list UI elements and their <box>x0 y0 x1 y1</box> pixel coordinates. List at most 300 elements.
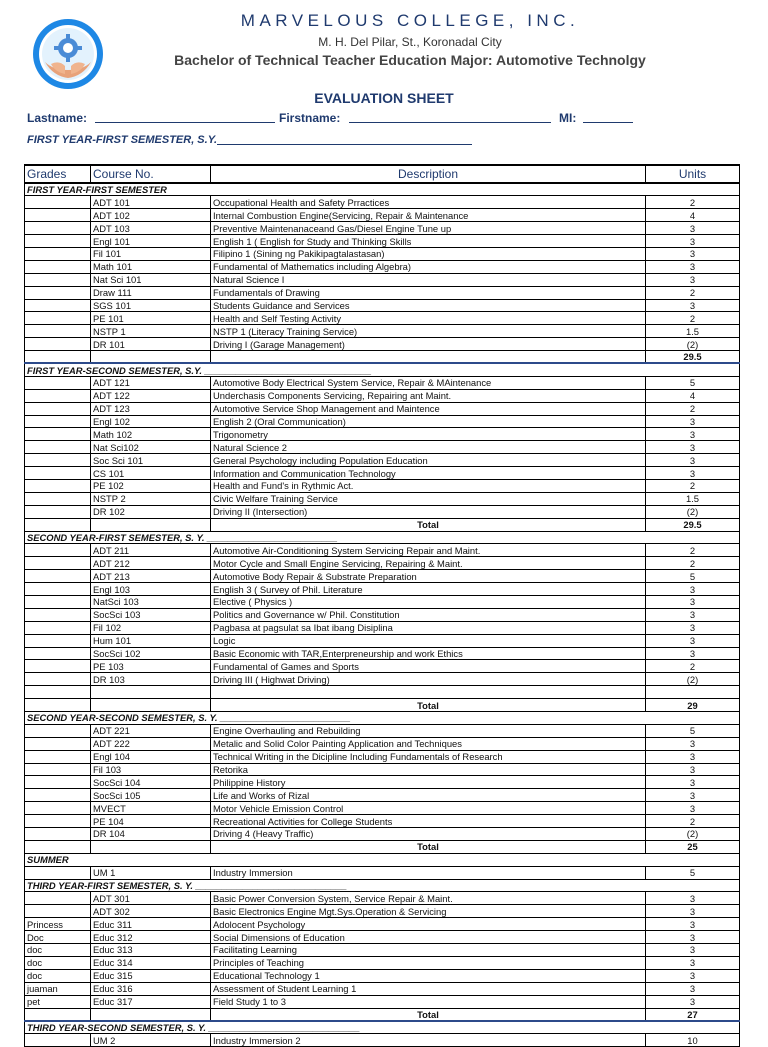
course-row <box>25 570 740 583</box>
units-cell: 2 <box>646 544 740 557</box>
course-row <box>25 828 740 841</box>
course-row <box>25 815 740 828</box>
course-row <box>25 376 740 389</box>
units-cell: 3 <box>646 763 740 776</box>
grade-cell[interactable] <box>25 673 91 686</box>
section-heading-row <box>25 712 740 725</box>
grade-cell[interactable] <box>25 492 91 505</box>
grade-cell[interactable] <box>25 376 91 389</box>
course-no-cell: UM 1 <box>91 866 211 879</box>
description-cell: Technical Writing in the Dicipline Including Fundamentals of Research <box>211 750 646 763</box>
course-no-cell: NSTP 1 <box>91 325 211 338</box>
grade-cell[interactable] <box>25 454 91 467</box>
total-row <box>25 840 740 853</box>
description-cell: Preventive Maintenanaceand Gas/Diesel Engine Tune up <box>211 222 646 235</box>
grade-cell[interactable] <box>25 479 91 492</box>
course-row <box>25 660 740 673</box>
units-cell: 3 <box>646 608 740 621</box>
description-cell: Information and Communication Technology <box>211 467 646 480</box>
course-no-cell: SocSci 104 <box>91 776 211 789</box>
section-heading: SECOND YEAR-SECOND SEMESTER, S. Y. _________________________ <box>25 712 646 725</box>
grade-cell[interactable] <box>25 441 91 454</box>
sheet-title: EVALUATION SHEET <box>314 90 454 106</box>
description-cell: Assessment of Student Learning 1 <box>211 982 646 995</box>
course-no-cell: NatSci 103 <box>91 596 211 609</box>
units-cell: 3 <box>646 467 740 480</box>
grade-cell[interactable] <box>25 583 91 596</box>
grade-cell[interactable] <box>25 518 91 531</box>
course-no-cell: ADT 301 <box>91 892 211 905</box>
description-cell: Automotive Body Repair & Substrate Preparation <box>211 570 646 583</box>
units-cell: 3 <box>646 273 740 286</box>
grade-cell[interactable] <box>25 260 91 273</box>
grade-cell[interactable] <box>25 222 91 235</box>
course-row <box>25 724 740 737</box>
lastname-field[interactable] <box>95 111 275 123</box>
course-no-cell: SocSci 105 <box>91 789 211 802</box>
total-units: 25 <box>646 840 740 853</box>
description-cell: English 2 (Oral Communication) <box>211 415 646 428</box>
description-cell: Civic Welfare Training Service <box>211 492 646 505</box>
course-row <box>25 918 740 931</box>
course-no-cell: ADT 121 <box>91 376 211 389</box>
lastname-label: Lastname: <box>27 111 88 125</box>
grade-cell[interactable] <box>25 247 91 260</box>
course-row <box>25 467 740 480</box>
grade-cell[interactable] <box>25 428 91 441</box>
description-cell: Occupational Health and Safety Prractices <box>211 196 646 209</box>
grade-cell[interactable] <box>25 338 91 351</box>
course-no-cell: SGS 101 <box>91 299 211 312</box>
description-cell: Automotive Body Electrical System Service, Repair & MAintenance <box>211 376 646 389</box>
course-row <box>25 299 740 312</box>
grade-cell[interactable] <box>25 699 91 712</box>
firstname-field[interactable] <box>349 111 551 123</box>
course-no-cell: NSTP 2 <box>91 492 211 505</box>
section-heading-row <box>25 363 740 376</box>
course-no-cell: Educ 313 <box>91 944 211 957</box>
grade-cell[interactable] <box>25 389 91 402</box>
description-cell: Internal Combustion Engine(Servicing, Repair & Maintenance <box>211 209 646 222</box>
college-seal-hands-icon <box>31 18 105 90</box>
college-name: MARVELOUS COLLEGE, INC. <box>240 11 580 30</box>
section-heading: FIRST YEAR-FIRST SEMESTER <box>25 183 646 196</box>
section-heading: SUMMER <box>25 853 646 866</box>
description-cell: Retorika <box>211 763 646 776</box>
column-header: Grades <box>25 165 91 183</box>
grade-cell[interactable] <box>25 596 91 609</box>
course-no-cell: Educ 312 <box>91 931 211 944</box>
course-cell <box>91 351 211 364</box>
course-row <box>25 931 740 944</box>
course-row <box>25 596 740 609</box>
grade-cell[interactable]: doc <box>25 956 91 969</box>
mi-label: MI: <box>559 111 577 125</box>
total-units: 29.5 <box>646 351 740 364</box>
description-cell: Driving 4 (Heavy Traffic) <box>211 828 646 841</box>
grade-cell[interactable] <box>25 750 91 763</box>
section-heading-row <box>25 183 740 196</box>
section-heading-row <box>25 879 740 892</box>
course-no-cell: Nat Sci 101 <box>91 273 211 286</box>
course-no-cell: Engl 103 <box>91 583 211 596</box>
section-heading-row <box>25 853 740 866</box>
total-row <box>25 699 740 712</box>
course-no-cell: Draw 111 <box>91 286 211 299</box>
course-row <box>25 235 740 248</box>
course-row <box>25 557 740 570</box>
units-cell: (2) <box>646 828 740 841</box>
course-row <box>25 441 740 454</box>
grade-cell[interactable] <box>25 1008 91 1021</box>
course-row <box>25 338 740 351</box>
grade-cell[interactable] <box>25 789 91 802</box>
units-cell: 3 <box>646 931 740 944</box>
description-cell: Natural Science I <box>211 273 646 286</box>
description-cell: Basic Economic with TAR,Enterpreneurship and work Ethics <box>211 647 646 660</box>
course-row <box>25 905 740 918</box>
units-cell: 3 <box>646 982 740 995</box>
course-no-cell: ADT 102 <box>91 209 211 222</box>
total-units: 29 <box>646 699 740 712</box>
course-row <box>25 505 740 518</box>
description-cell: Industry Immersion <box>211 866 646 879</box>
description-cell: Principles of Teaching <box>211 956 646 969</box>
description-cell: Trigonometry <box>211 428 646 441</box>
course-no-cell: Educ 316 <box>91 982 211 995</box>
course-no-cell: Fil 102 <box>91 621 211 634</box>
course-row <box>25 273 740 286</box>
description-cell: General Psychology including Population Education <box>211 454 646 467</box>
units-cell: 3 <box>646 247 740 260</box>
units-cell: 2 <box>646 660 740 673</box>
course-row <box>25 454 740 467</box>
grade-cell[interactable]: pet <box>25 995 91 1008</box>
course-row <box>25 544 740 557</box>
total-row <box>25 518 740 531</box>
section-heading: THIRD YEAR-SECOND SEMESTER, S. Y. _____________________________ <box>25 1021 646 1034</box>
grade-cell[interactable] <box>25 621 91 634</box>
course-no-cell: SocSci 103 <box>91 608 211 621</box>
units-cell: 5 <box>646 376 740 389</box>
grade-cell[interactable] <box>25 840 91 853</box>
total-label: Total <box>211 518 646 531</box>
grade-cell[interactable] <box>25 544 91 557</box>
total-row <box>25 1008 740 1021</box>
units-cell: 2 <box>646 312 740 325</box>
blank-cell <box>211 686 646 699</box>
section-heading-row <box>25 531 740 544</box>
description-cell: Social Dimensions of Education <box>211 931 646 944</box>
course-cell <box>91 699 211 712</box>
course-no-cell: DR 104 <box>91 828 211 841</box>
course-no-cell: Nat Sci102 <box>91 441 211 454</box>
course-no-cell: Fil 103 <box>91 763 211 776</box>
course-no-cell: PE 101 <box>91 312 211 325</box>
units-cell: 3 <box>646 415 740 428</box>
course-no-cell: Soc Sci 101 <box>91 454 211 467</box>
course-row <box>25 789 740 802</box>
column-header: Description <box>211 165 646 183</box>
course-row <box>25 222 740 235</box>
grade-cell[interactable] <box>25 905 91 918</box>
units-cell: 4 <box>646 209 740 222</box>
units-cell: 3 <box>646 918 740 931</box>
grade-cell[interactable] <box>25 196 91 209</box>
total-row <box>25 351 740 364</box>
units-cell: 3 <box>646 235 740 248</box>
course-no-cell: Educ 317 <box>91 995 211 1008</box>
year-heading-underline <box>217 133 472 145</box>
units-cell: (2) <box>646 505 740 518</box>
course-row <box>25 583 740 596</box>
description-cell: Elective ( Physics ) <box>211 596 646 609</box>
course-row <box>25 415 740 428</box>
description-cell: Students Guidance and Services <box>211 299 646 312</box>
grade-cell[interactable] <box>25 286 91 299</box>
units-cell: 3 <box>646 969 740 982</box>
units-cell: 3 <box>646 647 740 660</box>
course-no-cell: Math 102 <box>91 428 211 441</box>
units-cell: 3 <box>646 299 740 312</box>
description-cell: Logic <box>211 634 646 647</box>
course-row <box>25 944 740 957</box>
course-no-cell: ADT 221 <box>91 724 211 737</box>
units-cell: 3 <box>646 260 740 273</box>
course-no-cell: ADT 302 <box>91 905 211 918</box>
blank-cell <box>25 686 91 699</box>
course-no-cell: Engl 101 <box>91 235 211 248</box>
course-row <box>25 892 740 905</box>
course-row <box>25 389 740 402</box>
grade-cell[interactable] <box>25 802 91 815</box>
units-cell: (2) <box>646 338 740 351</box>
grade-cell[interactable]: juaman <box>25 982 91 995</box>
description-cell: Fundamentals of Drawing <box>211 286 646 299</box>
course-no-cell: ADT 211 <box>91 544 211 557</box>
evaluation-table <box>24 164 740 1047</box>
course-row <box>25 866 740 879</box>
grade-cell[interactable] <box>25 415 91 428</box>
grade-cell[interactable] <box>25 608 91 621</box>
description-cell: Pagbasa at pagsulat sa Ibat ibang Disiplina <box>211 621 646 634</box>
course-no-cell: PE 102 <box>91 479 211 492</box>
description-cell: Basic Electronics Engine Mgt.Sys.Operation & Servicing <box>211 905 646 918</box>
course-no-cell: DR 103 <box>91 673 211 686</box>
grade-cell[interactable]: doc <box>25 969 91 982</box>
course-row <box>25 209 740 222</box>
course-no-cell: Engl 102 <box>91 415 211 428</box>
section-units-cell <box>646 712 740 725</box>
grade-cell[interactable] <box>25 467 91 480</box>
description-cell: Politics and Governance w/ Phil. Constitution <box>211 608 646 621</box>
course-row <box>25 286 740 299</box>
units-cell: 4 <box>646 389 740 402</box>
description-cell: English 1 ( English for Study and Thinking Skills <box>211 235 646 248</box>
column-header: Course No. <box>91 165 211 183</box>
units-cell: 1.5 <box>646 492 740 505</box>
blank-row <box>25 686 740 699</box>
grade-cell[interactable] <box>25 647 91 660</box>
grade-cell[interactable] <box>25 299 91 312</box>
course-no-cell: ADT 222 <box>91 737 211 750</box>
course-no-cell: ADT 213 <box>91 570 211 583</box>
description-cell: Fundamental of Games and Sports <box>211 660 646 673</box>
course-row <box>25 982 740 995</box>
units-cell: 3 <box>646 905 740 918</box>
blank-cell <box>646 686 740 699</box>
description-cell: Educational Technology 1 <box>211 969 646 982</box>
units-cell: 1.5 <box>646 325 740 338</box>
description-cell: Fundamental of Mathematics including Algebra) <box>211 260 646 273</box>
description-cell: Facilitating Learning <box>211 944 646 957</box>
course-no-cell: Fil 101 <box>91 247 211 260</box>
section-units-cell <box>646 853 740 866</box>
grade-cell[interactable] <box>25 892 91 905</box>
section-heading: SECOND YEAR-FIRST SEMESTER, S. Y. _________________________ <box>25 531 646 544</box>
units-cell: 3 <box>646 621 740 634</box>
description-cell: Field Study 1 to 3 <box>211 995 646 1008</box>
mi-field[interactable] <box>583 111 633 123</box>
section-units-cell <box>646 183 740 196</box>
course-row <box>25 763 740 776</box>
grade-cell[interactable] <box>25 505 91 518</box>
course-no-cell: Educ 314 <box>91 956 211 969</box>
units-cell: 3 <box>646 944 740 957</box>
description-cell: Industry Immersion 2 <box>211 1034 646 1047</box>
course-row <box>25 196 740 209</box>
units-cell: 3 <box>646 995 740 1008</box>
course-row <box>25 969 740 982</box>
grade-cell[interactable] <box>25 557 91 570</box>
course-no-cell: Educ 315 <box>91 969 211 982</box>
total-label: Total <box>211 1008 646 1021</box>
course-row <box>25 1034 740 1047</box>
description-cell: Health and Fund's in Rythmic Act. <box>211 479 646 492</box>
units-cell: 3 <box>646 776 740 789</box>
student-info-fields <box>27 111 747 127</box>
units-cell: (2) <box>646 673 740 686</box>
course-row <box>25 956 740 969</box>
course-row <box>25 325 740 338</box>
grade-cell[interactable] <box>25 866 91 879</box>
grade-cell[interactable] <box>25 724 91 737</box>
units-cell: 3 <box>646 634 740 647</box>
college-address: M. H. Del Pilar, St., Koronadal City <box>318 35 502 49</box>
grade-cell[interactable] <box>25 325 91 338</box>
grade-cell[interactable] <box>25 570 91 583</box>
course-no-cell: ADT 103 <box>91 222 211 235</box>
course-row <box>25 247 740 260</box>
grade-cell[interactable]: Doc <box>25 931 91 944</box>
course-no-cell: ADT 122 <box>91 389 211 402</box>
course-cell <box>91 840 211 853</box>
grade-cell[interactable] <box>25 209 91 222</box>
units-cell: 3 <box>646 956 740 969</box>
grade-cell[interactable]: doc <box>25 944 91 957</box>
units-cell: 3 <box>646 737 740 750</box>
grade-cell[interactable] <box>25 815 91 828</box>
section-units-cell <box>646 363 740 376</box>
grade-cell[interactable]: Princess <box>25 918 91 931</box>
grade-cell[interactable] <box>25 1034 91 1047</box>
units-cell: 2 <box>646 815 740 828</box>
grade-cell[interactable] <box>25 660 91 673</box>
description-cell: NSTP 1 (Literacy Training Service) <box>211 325 646 338</box>
units-cell: 3 <box>646 750 740 763</box>
units-cell: 3 <box>646 802 740 815</box>
units-cell: 2 <box>646 402 740 415</box>
units-cell: 5 <box>646 724 740 737</box>
units-cell: 2 <box>646 286 740 299</box>
units-cell: 3 <box>646 789 740 802</box>
course-no-cell: DR 101 <box>91 338 211 351</box>
units-cell: 2 <box>646 196 740 209</box>
section-units-cell <box>646 879 740 892</box>
grade-cell[interactable] <box>25 776 91 789</box>
description-cell: Natural Science 2 <box>211 441 646 454</box>
course-no-cell: SocSci 102 <box>91 647 211 660</box>
course-no-cell: MVECT <box>91 802 211 815</box>
course-no-cell: ADT 101 <box>91 196 211 209</box>
grade-cell[interactable] <box>25 763 91 776</box>
section-heading: THIRD YEAR-FIRST SEMESTER, S. Y. _____________________________ <box>25 879 646 892</box>
grade-cell[interactable] <box>25 351 91 364</box>
course-no-cell: PE 103 <box>91 660 211 673</box>
section-units-cell <box>646 1021 740 1034</box>
blank-cell <box>91 686 211 699</box>
course-cell <box>91 1008 211 1021</box>
grade-cell[interactable] <box>25 634 91 647</box>
grade-cell[interactable] <box>25 737 91 750</box>
description-cell: Health and Self Testing Activity <box>211 312 646 325</box>
grade-cell[interactable] <box>25 235 91 248</box>
course-row <box>25 634 740 647</box>
column-header: Units <box>646 165 740 183</box>
course-row <box>25 673 740 686</box>
units-cell: 10 <box>646 1034 740 1047</box>
units-cell: 3 <box>646 222 740 235</box>
course-no-cell: PE 104 <box>91 815 211 828</box>
program-title: Bachelor of Technical Teacher Education Major: Automotive Technolgy <box>174 52 646 68</box>
course-no-cell: Hum 101 <box>91 634 211 647</box>
units-cell: 2 <box>646 479 740 492</box>
course-row <box>25 402 740 415</box>
grade-cell[interactable] <box>25 402 91 415</box>
grade-cell[interactable] <box>25 312 91 325</box>
units-cell: 3 <box>646 583 740 596</box>
description-cell: Recreational Activities for College Students <box>211 815 646 828</box>
total-units: 27 <box>646 1008 740 1021</box>
course-no-cell: ADT 123 <box>91 402 211 415</box>
grade-cell[interactable] <box>25 828 91 841</box>
course-row <box>25 492 740 505</box>
description-cell: Engine Overhauling and Rebuilding <box>211 724 646 737</box>
table-header-row <box>25 165 740 183</box>
course-cell <box>91 518 211 531</box>
description-cell: Basic Power Conversion System, Service Repair & Maint. <box>211 892 646 905</box>
description-cell: Automotive Service Shop Management and Maintence <box>211 402 646 415</box>
description-cell: Driving I (Garage Management) <box>211 338 646 351</box>
course-no-cell: ADT 212 <box>91 557 211 570</box>
section-heading-row <box>25 1021 740 1034</box>
description-cell: Metalic and Solid Color Painting Application and Techniques <box>211 737 646 750</box>
description-cell: Underchasis Components Servicing, Repairing ant Maint. <box>211 389 646 402</box>
course-row <box>25 621 740 634</box>
grade-cell[interactable] <box>25 273 91 286</box>
course-row <box>25 608 740 621</box>
course-row <box>25 647 740 660</box>
